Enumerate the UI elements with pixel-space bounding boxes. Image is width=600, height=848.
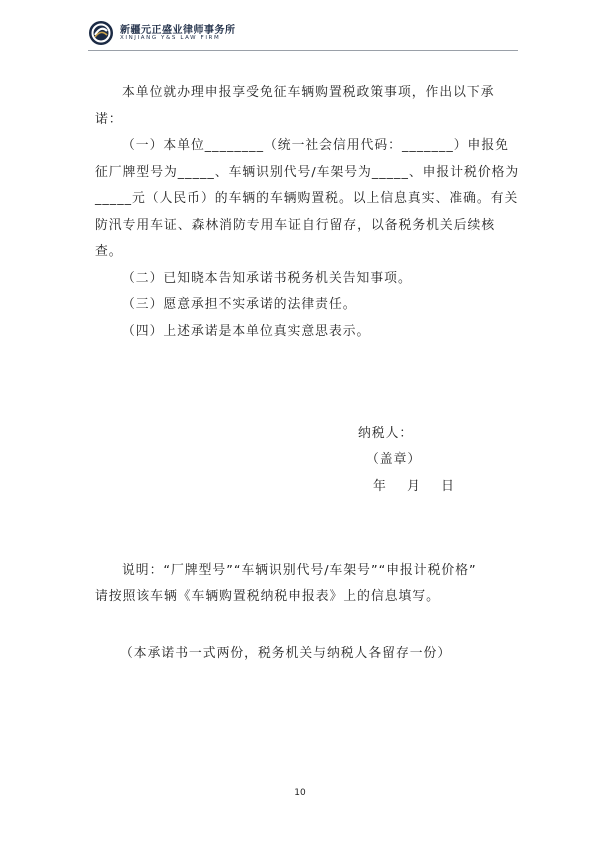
note-line-1: 说明：“厂牌型号”“车辆识别代号/车架号”“申报计税价格” (122, 563, 477, 578)
page-header (88, 18, 518, 52)
taxpayer-label: 纳税人： (358, 426, 414, 441)
instruction-note (95, 558, 525, 610)
header-divider (88, 50, 518, 51)
copies-footnote: （本承诺书一式两份，税务机关与纳税人各留存一份） (120, 646, 452, 661)
commitment-intro: 本单位就办理申报享受免征车辆购置税政策事项，作出以下承诺： (95, 85, 495, 127)
note-line-2: 请按照该车辆《车辆购置税纳税申报表》上的信息填写。 (95, 589, 440, 604)
firm-name-cn: 新疆元正盛业律师事务所 (120, 25, 236, 36)
commitment-item-2: （二）已知晓本告知承诺书税务机关告知事项。 (122, 270, 412, 286)
seal-label: （盖章） (366, 452, 422, 467)
commitment-item-1: （一）本单位________（统一社会信用代码：_______）申报免征厂牌型号为_____、车辆识别代号/车架号为_____、申报计税价格为 _____元（人民币）的车辆的车辆购置税。以上信息真实、准确。有关防汛专用车证、森林消防专用车证自行留存，以备税务机关后续核查。 (95, 138, 520, 259)
commitment-item-3: （三）愿意承担不实承诺的法律责任。 (122, 297, 357, 312)
date-label: 年 月 日 (373, 479, 455, 494)
firm-logo-icon (88, 20, 114, 46)
firm-name-en: XINJIANG Y&S LAW FIRM (120, 35, 221, 41)
page-number: 10 (294, 788, 306, 798)
commitment-body (95, 80, 520, 345)
commitment-item-4: （四）上述承诺是本单位真实意思表示。 (122, 323, 371, 339)
